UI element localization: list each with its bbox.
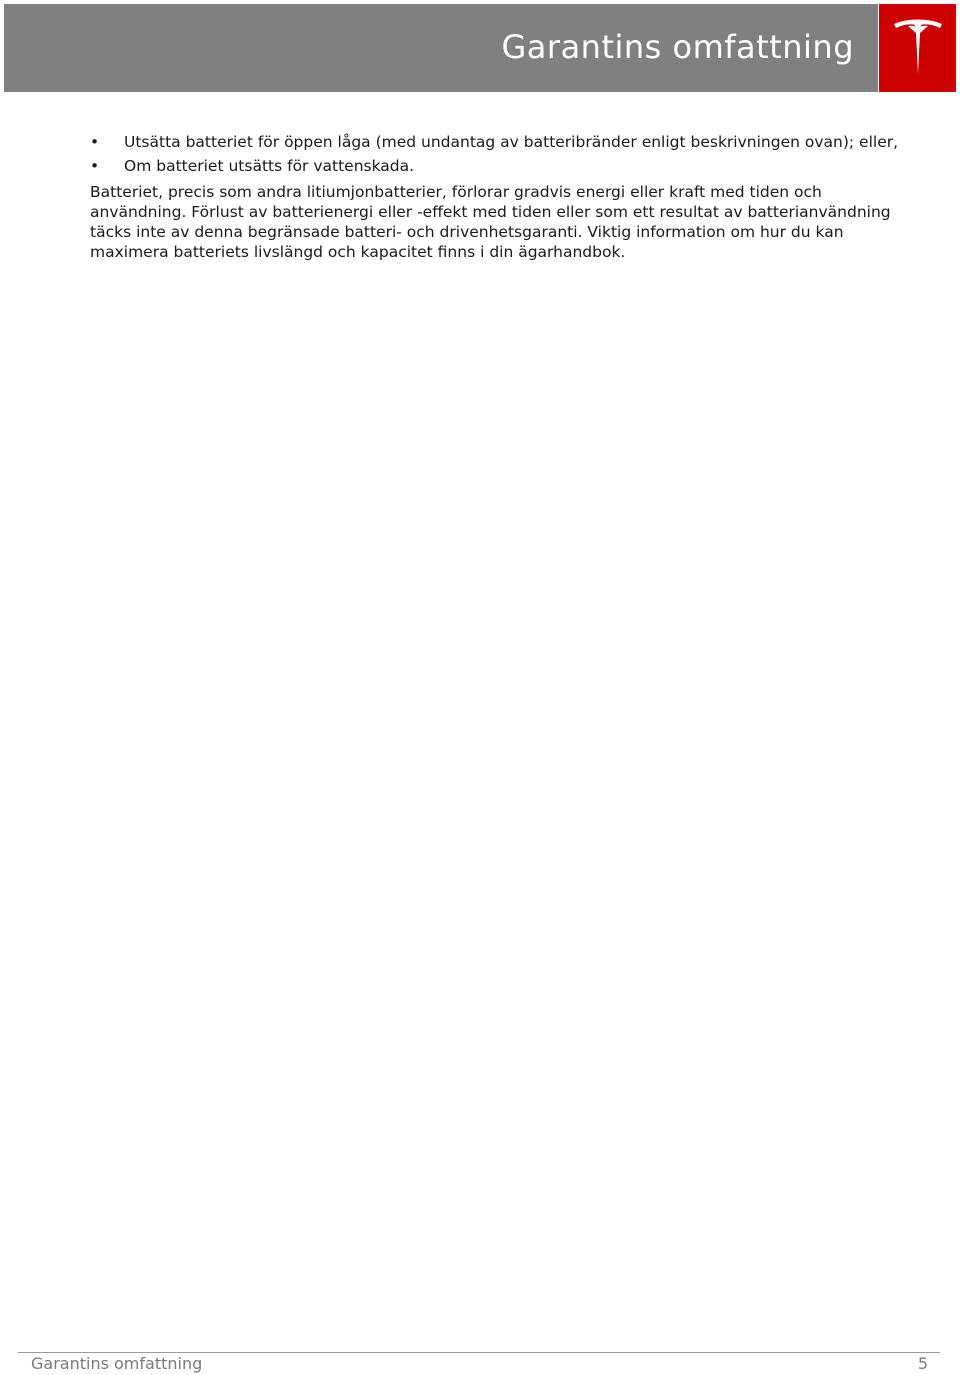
bullet-symbol: • (90, 133, 100, 151)
list-item (90, 156, 920, 176)
header-bar (4, 4, 878, 92)
bullet-symbol: • (90, 157, 100, 176)
page-number: 5 (917, 1354, 928, 1373)
list-item-text: Utsätta batteriet för öppen låga (med undantag av batteribränder enligt beskrivningen ovan); eller, (124, 133, 899, 151)
body-paragraph: Batteriet, precis som andra litiumjonbatterier, förlorar gradvis energi eller kraft med tiden och användning. Förlust av batterienergi eller -effekt med tiden eller som ett resultat av batterianvändning täcks inte av denna begränsade batteri- och drivenhetsgaranti. Viktig information om hur du kan maximera batteriets livslängd och kapacitet finns i din ägarhandbok. (90, 182, 891, 262)
list-item (90, 132, 920, 152)
bullet-list (90, 132, 920, 177)
tesla-logo-icon (893, 18, 943, 74)
footer-divider (18, 1352, 940, 1353)
main-content (90, 132, 920, 263)
logo-box (879, 4, 956, 92)
footer-title: Garantins omfattning (31, 1354, 203, 1373)
list-item-text: Om batteriet utsätts för vattenskada. (124, 157, 415, 176)
page-title: Garantins omfattning (501, 28, 854, 66)
